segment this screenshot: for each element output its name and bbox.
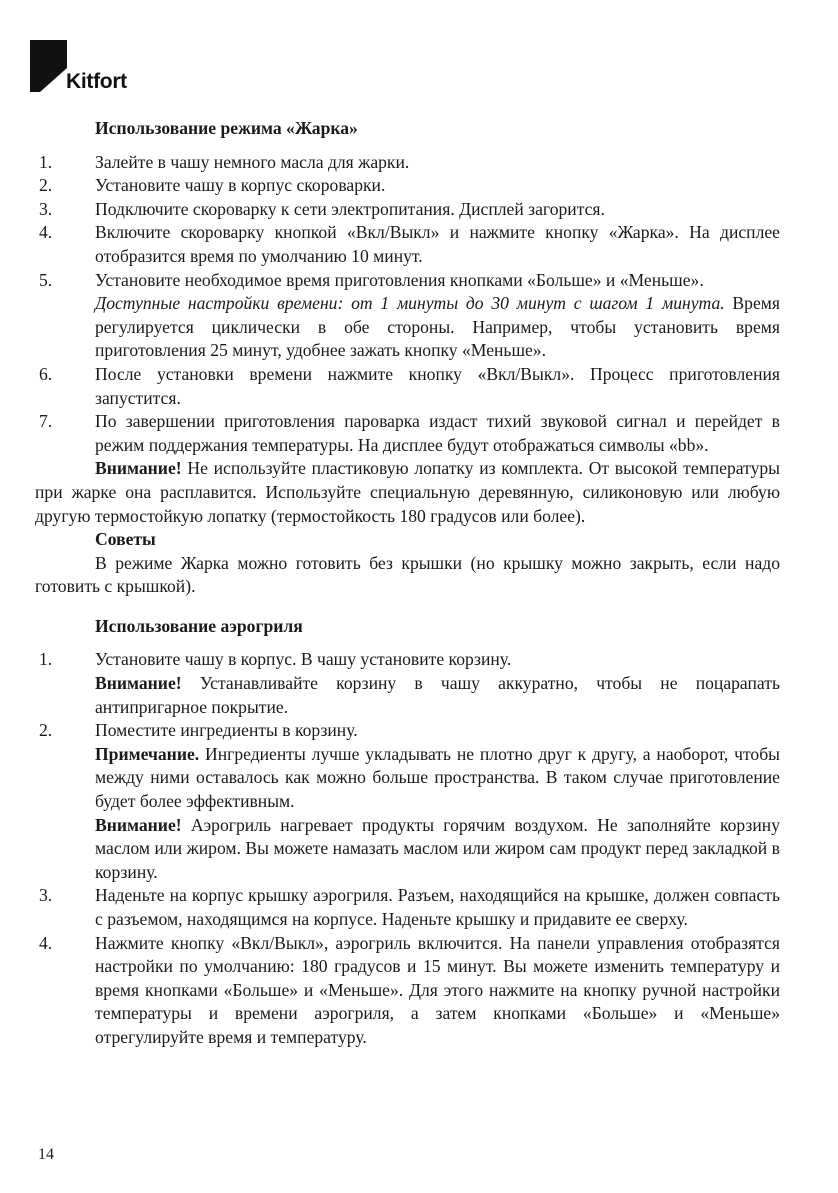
step-number: 3. [39, 885, 53, 906]
step-text: Нажмите кнопку «Вкл/Выкл», аэрогриль включится. На панели управления отобразятся настройки по умолчанию: 180 градусов и 15 минут. Вы можете изменить температуру и время кнопками «Больше» и «Меньше». Для этого нажмите на кнопку ручной настройки температуры и времени аэрогриля, а затем кнопками «Больше» и «Меньше» отрегулируйте время и температуру. [95, 932, 780, 1047]
step-number: 4. [39, 932, 53, 953]
frying-warning-paragraph [35, 457, 780, 528]
list-item [35, 221, 780, 268]
step-text: После установки времени нажмите кнопку «Вкл/Выкл». Процесс приготовления запустится. [95, 363, 780, 408]
step-number: 2. [39, 175, 53, 196]
step-text: Установите чашу в корпус скороварки. [95, 175, 386, 196]
list-item [35, 884, 780, 931]
list-item [35, 648, 780, 719]
step-text: Включите скороварку кнопкой «Вкл/Выкл» и нажмите кнопку «Жарка». На дисплее отобразится время по умолчанию 10 минут. [95, 222, 780, 266]
warning-label: Внимание! [95, 673, 182, 694]
step-number: 2. [39, 720, 53, 741]
step-number: 7. [39, 411, 53, 432]
list-item [35, 174, 780, 198]
warning-text: Устанавливайте корзину в чашу аккуратно, чтобы не поцарапать антипригарное покрытие. [95, 673, 780, 717]
tips-text: В режиме Жарка можно готовить без крышки (но крышку можно закрыть, если надо готовить с крышкой). [35, 552, 780, 597]
step-text: Залейте в чашу немного масла для жарки. [95, 151, 410, 172]
brand-name: Kitfort [66, 70, 127, 93]
step-text: Подключите скороварку к сети электропитания. Дисплей загорится. [95, 198, 605, 219]
list-item [35, 410, 780, 457]
list-item [35, 198, 780, 222]
step-text: По завершении приготовления пароварка издаст тихий звуковой сигнал и перейдет в режим поддержания температуры. На дисплее будут отображаться символы «bb». [95, 411, 780, 455]
list-item [35, 269, 780, 363]
section-title-airgrill: Использование аэрогриля [95, 615, 303, 636]
list-item [35, 363, 780, 410]
step-number: 3. [39, 198, 53, 219]
tips-title: Советы [95, 529, 156, 550]
list-item [35, 932, 780, 1050]
airgrill-steps-list [35, 648, 780, 1049]
list-item [35, 719, 780, 884]
step-extra-text: Время регулируется циклически в обе стороны. Например, чтобы установить время приготовления 25 минут, удобнее зажать кнопку «Меньше». [95, 293, 780, 361]
list-item [35, 151, 780, 175]
kitfort-flag-logo-icon [30, 40, 70, 92]
warning-label: Внимание! [95, 458, 182, 479]
step-number: 6. [39, 363, 53, 384]
step-text: Поместите ингредиенты в корзину. [95, 720, 358, 741]
frying-steps-list [35, 151, 780, 458]
warning-label: Внимание! [95, 814, 182, 835]
page-number: 14 [38, 1146, 54, 1163]
warning-text: Аэрогриль нагревает продукты горячим воздухом. Не заполняйте корзину маслом или жиром. Вы можете намазать маслом или жиром сам продукт перед закладкой в корзину. [95, 814, 781, 882]
step-number: 1. [39, 649, 53, 670]
step-text: Установите необходимое время приготовления кнопками «Больше» и «Меньше». [95, 269, 704, 290]
step-italic-note: Доступные настройки времени: от 1 минуты до 30 минут с шагом 1 минута. [95, 293, 725, 314]
step-text: Наденьте на корпус крышку аэрогриля. Разъем, находящийся на крышке, должен совпасть с разъемом, находящимся на корпусе. Наденьте крышку и придавите ее сверху. [95, 885, 780, 929]
step-text: Установите чашу в корпус. В чашу установите корзину. [95, 649, 512, 670]
document-body [35, 117, 780, 1050]
step-number: 5. [39, 269, 53, 290]
step-number: 1. [39, 151, 53, 172]
section-title-frying: Использование режима «Жарка» [95, 118, 358, 138]
step-number: 4. [39, 222, 53, 243]
warning-text: Не используйте пластиковую лопатку из комплекта. От высокой температуры при жарке она расплавится. Используйте специальную деревянную, силиконовую или любую другую термостойкую лопатку (термостойкость 180 градусов или более). [35, 458, 781, 526]
note-label: Примечание. [95, 743, 200, 764]
note-text: Ингредиенты лучше укладывать не плотно друг к другу, а наоборот, чтобы между ними оставалось как можно больше пространства. В таком случае приготовление будет более эффективным. [95, 743, 780, 812]
